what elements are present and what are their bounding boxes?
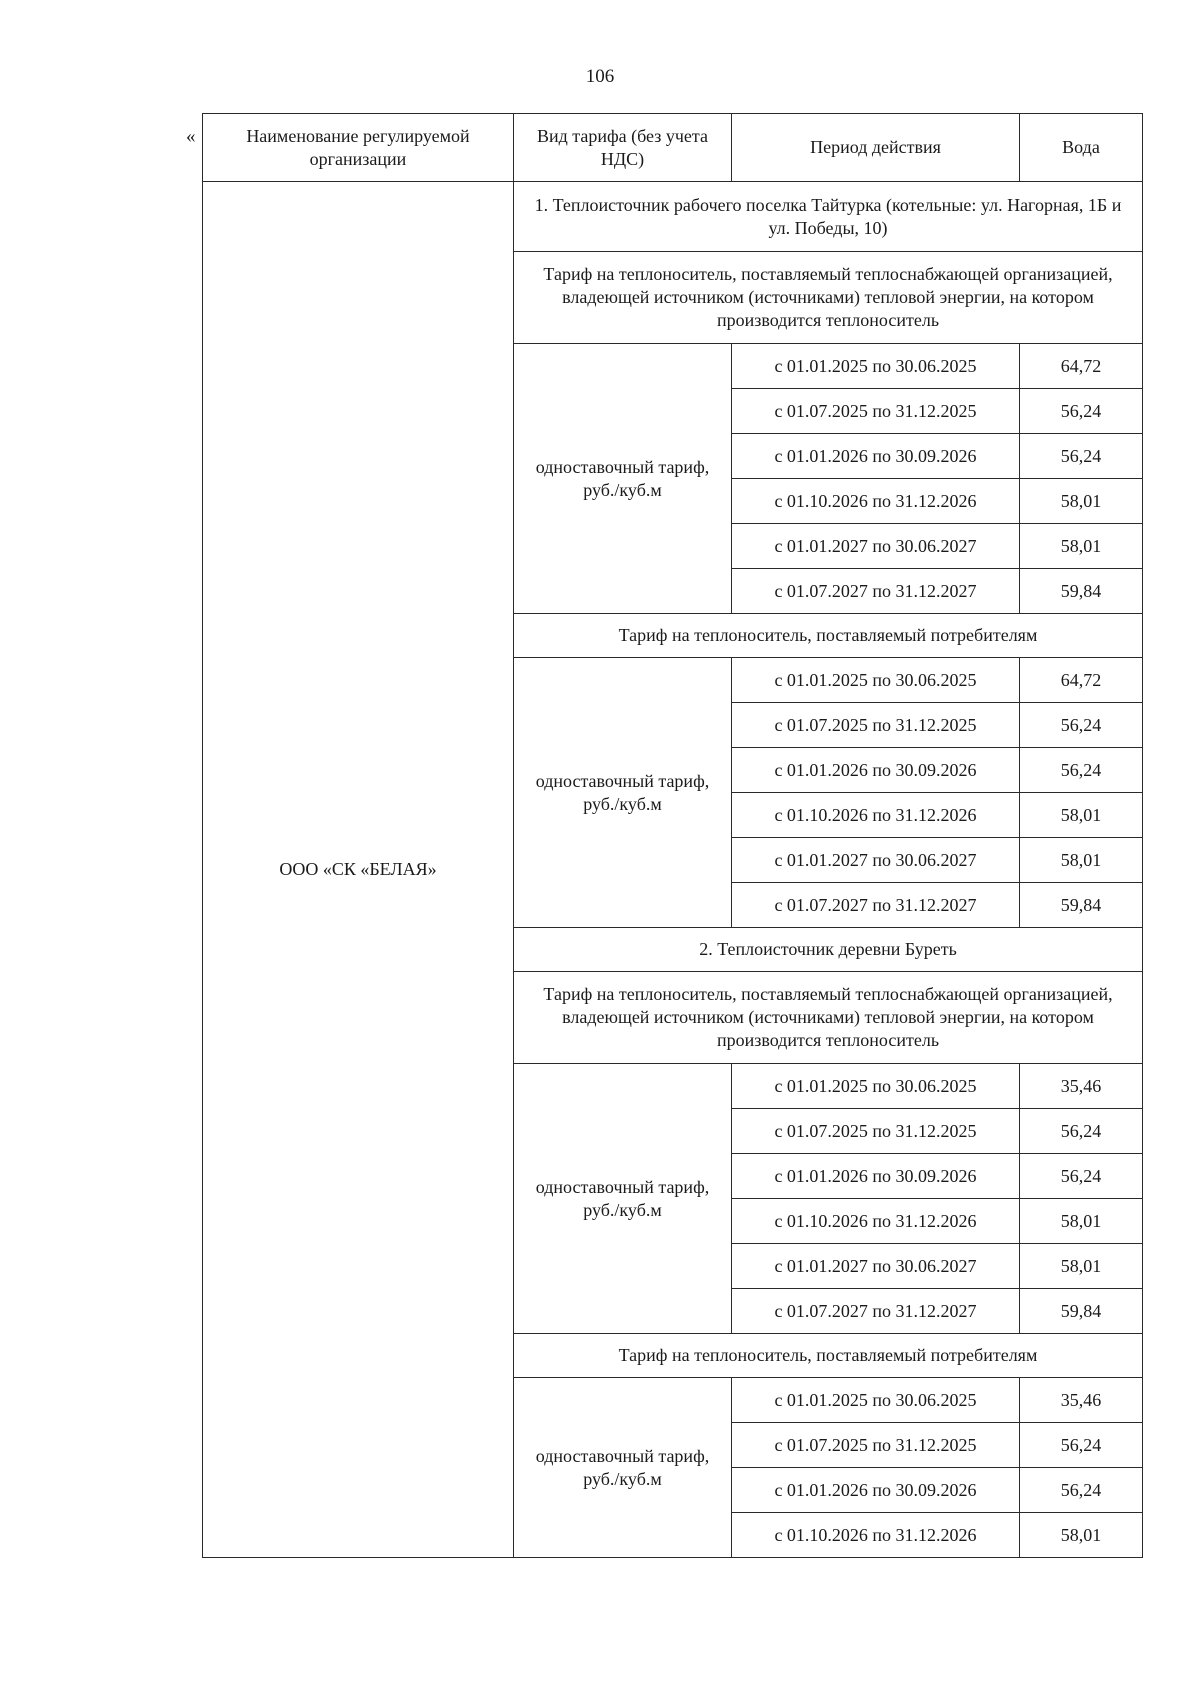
period-cell: с 01.01.2026 по 30.09.2026: [732, 748, 1020, 793]
period-cell: с 01.01.2025 по 30.06.2025: [732, 658, 1020, 703]
header-period: Период действия: [732, 114, 1020, 182]
page-number: 106: [585, 66, 615, 87]
period-cell: с 01.07.2025 по 31.12.2025: [732, 703, 1020, 748]
period-cell: с 01.07.2025 по 31.12.2025: [732, 1423, 1020, 1468]
period-cell: с 01.07.2027 по 31.12.2027: [732, 883, 1020, 928]
water-value-cell: 35,46: [1020, 1064, 1143, 1109]
water-value-cell: 56,24: [1020, 1423, 1143, 1468]
period-cell: с 01.01.2025 по 30.06.2025: [732, 344, 1020, 389]
water-value-cell: 58,01: [1020, 1199, 1143, 1244]
water-value-cell: 59,84: [1020, 883, 1143, 928]
tariff-type: одноставочный тариф, руб./куб.м: [514, 1378, 732, 1558]
period-cell: с 01.07.2025 по 31.12.2025: [732, 389, 1020, 434]
period-cell: с 01.01.2025 по 30.06.2025: [732, 1378, 1020, 1423]
period-cell: с 01.07.2027 по 31.12.2027: [732, 569, 1020, 614]
water-value-cell: 64,72: [1020, 658, 1143, 703]
period-cell: с 01.01.2025 по 30.06.2025: [732, 1064, 1020, 1109]
tariff-table: [202, 113, 1143, 1558]
period-cell: с 01.01.2026 по 30.09.2026: [732, 434, 1020, 479]
opening-quote-mark: «: [186, 126, 196, 147]
water-value-cell: 56,24: [1020, 389, 1143, 434]
source-title-row: [203, 182, 1143, 252]
water-value-cell: 56,24: [1020, 748, 1143, 793]
period-cell: с 01.10.2026 по 31.12.2026: [732, 479, 1020, 524]
period-cell: с 01.07.2025 по 31.12.2025: [732, 1109, 1020, 1154]
water-value-cell: 58,01: [1020, 793, 1143, 838]
water-value-cell: 58,01: [1020, 1244, 1143, 1289]
period-cell: с 01.01.2026 по 30.09.2026: [732, 1468, 1020, 1513]
source-title: 1. Теплоисточник рабочего поселка Тайтурка (котельные: ул. Нагорная, 1Б и ул. Победы, 10): [514, 182, 1143, 252]
period-cell: с 01.10.2026 по 31.12.2026: [732, 1513, 1020, 1558]
tariff-group-title: Тариф на теплоноситель, поставляемый потребителям: [514, 614, 1143, 658]
tariff-group-title: Тариф на теплоноситель, поставляемый теплоснабжающей организацией, владеющей источником (источниками) тепловой энергии, на котором производится теплоноситель: [514, 252, 1143, 344]
organization-name: ООО «СК «БЕЛАЯ»: [203, 182, 514, 1558]
tariff-type: одноставочный тариф, руб./куб.м: [514, 344, 732, 614]
water-value-cell: 56,24: [1020, 703, 1143, 748]
tariff-type: одноставочный тариф, руб./куб.м: [514, 1064, 732, 1334]
water-value-cell: 58,01: [1020, 1513, 1143, 1558]
water-value-cell: 56,24: [1020, 1154, 1143, 1199]
water-value-cell: 58,01: [1020, 838, 1143, 883]
water-value-cell: 59,84: [1020, 1289, 1143, 1334]
period-cell: с 01.01.2027 по 30.06.2027: [732, 838, 1020, 883]
water-value-cell: 56,24: [1020, 1109, 1143, 1154]
header-org-name: Наименование регулируемой организации: [203, 114, 514, 182]
tariff-group-title: Тариф на теплоноситель, поставляемый потребителям: [514, 1334, 1143, 1378]
tariff-group-title: Тариф на теплоноситель, поставляемый теплоснабжающей организацией, владеющей источником (источниками) тепловой энергии, на котором производится теплоноситель: [514, 972, 1143, 1064]
period-cell: с 01.07.2027 по 31.12.2027: [732, 1289, 1020, 1334]
water-value-cell: 58,01: [1020, 524, 1143, 569]
period-cell: с 01.01.2026 по 30.09.2026: [732, 1154, 1020, 1199]
table-header-row: [203, 114, 1143, 182]
tariff-type: одноставочный тариф, руб./куб.м: [514, 658, 732, 928]
period-cell: с 01.01.2027 по 30.06.2027: [732, 524, 1020, 569]
period-cell: с 01.01.2027 по 30.06.2027: [732, 1244, 1020, 1289]
water-value-cell: 35,46: [1020, 1378, 1143, 1423]
period-cell: с 01.10.2026 по 31.12.2026: [732, 793, 1020, 838]
water-value-cell: 56,24: [1020, 1468, 1143, 1513]
header-tariff-type: Вид тарифа (без учета НДС): [514, 114, 732, 182]
water-value-cell: 59,84: [1020, 569, 1143, 614]
water-value-cell: 58,01: [1020, 479, 1143, 524]
header-water: Вода: [1020, 114, 1143, 182]
water-value-cell: 64,72: [1020, 344, 1143, 389]
water-value-cell: 56,24: [1020, 434, 1143, 479]
period-cell: с 01.10.2026 по 31.12.2026: [732, 1199, 1020, 1244]
source-title: 2. Теплоисточник деревни Буреть: [514, 928, 1143, 972]
